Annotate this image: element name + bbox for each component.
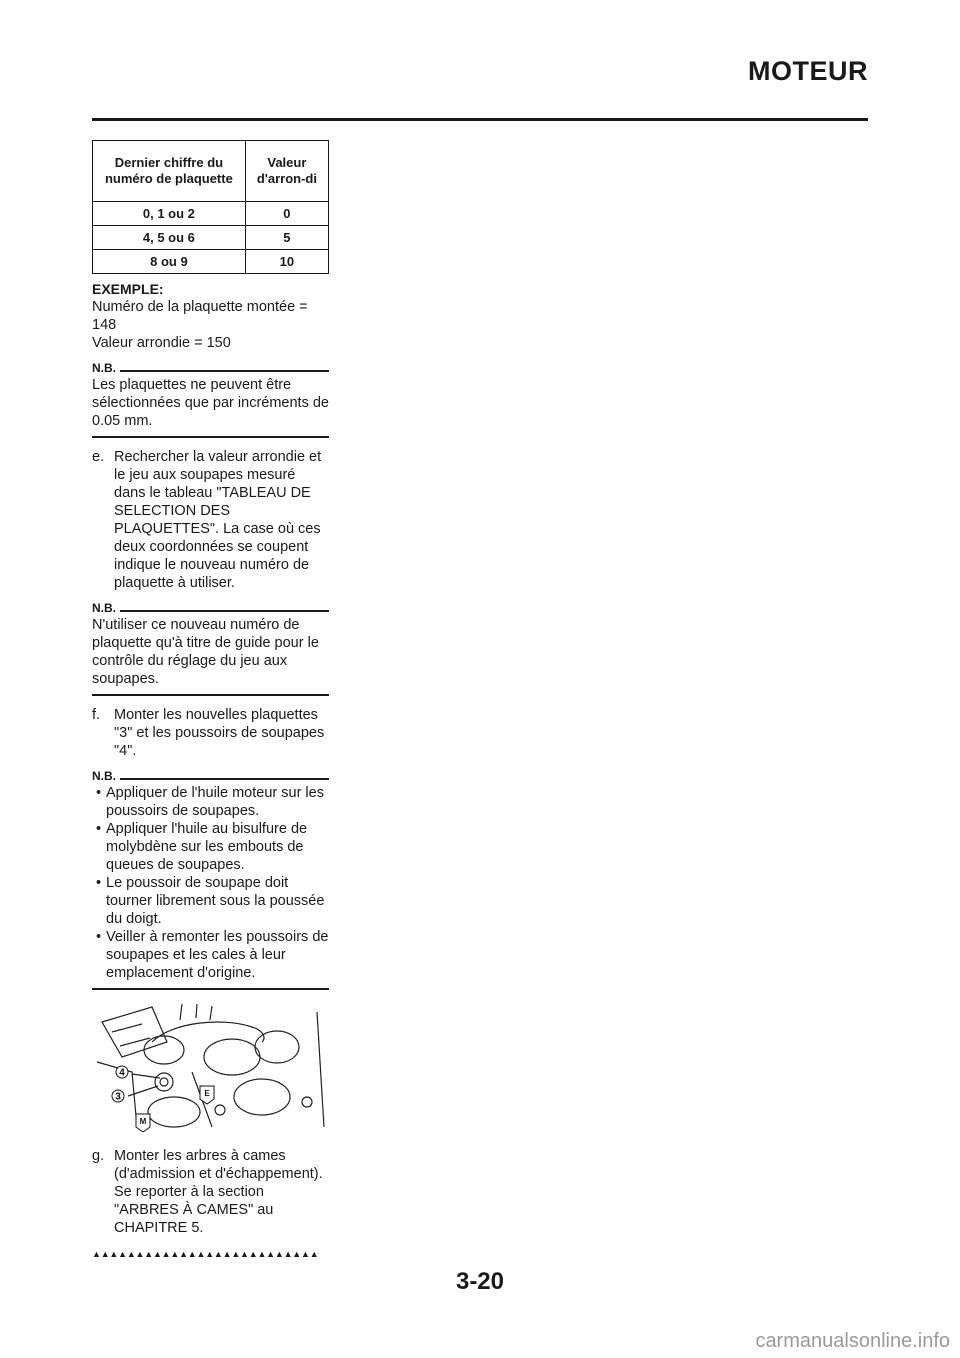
note-bullet-list bbox=[92, 784, 329, 982]
valve-lifter-illustration bbox=[92, 1002, 329, 1132]
note-end-rule bbox=[92, 436, 329, 438]
step-text: Rechercher la valeur arrondie et le jeu aux soupapes mesuré dans le tableau "TABLEAU DE SELECTION DES PLAQUETTES". La case où ces deux coordonnées se coupent indique le nouveau numéro de plaquette à utiliser. bbox=[114, 449, 322, 591]
note-text: N'utiliser ce nouveau numéro de plaquette qu'à titre de guide pour le contrôle du réglage du jeu aux soupapes. bbox=[92, 617, 319, 687]
main-column bbox=[92, 140, 329, 1263]
step-reference: Se reporter à la section "ARBRES À CAMES" au CHAPITRE 5. bbox=[114, 1184, 274, 1236]
example-line: Numéro de la plaquette montée = 148 bbox=[92, 299, 308, 333]
step-e bbox=[92, 448, 329, 592]
table-cell: 0, 1 ou 2 bbox=[93, 202, 246, 226]
note-header bbox=[92, 770, 329, 782]
list-item-text: Veiller à remonter les poussoirs de soupapes et les cales à leur emplacement d'origine. bbox=[106, 929, 329, 981]
step-text: Monter les arbres à cames (d'admission et d'échappement). bbox=[114, 1148, 323, 1182]
table-header-cell: Valeur d'arron-di bbox=[245, 141, 328, 202]
table-cell: 5 bbox=[245, 226, 328, 250]
step-text: Monter les nouvelles plaquettes "3" et les poussoirs de soupapes "4". bbox=[114, 707, 325, 759]
bullet-icon: • bbox=[96, 875, 102, 891]
header-rule bbox=[92, 118, 868, 121]
callout-3-label: 3 bbox=[115, 1091, 121, 1103]
note-header bbox=[92, 362, 329, 374]
table-row bbox=[93, 226, 329, 250]
rounding-table bbox=[92, 140, 329, 274]
bullet-icon: • bbox=[96, 821, 102, 837]
note-end-rule bbox=[92, 694, 329, 696]
list-item bbox=[92, 874, 329, 928]
table-cell: 10 bbox=[245, 250, 328, 274]
list-item-text: Appliquer l'huile au bisulfure de molybdène sur les embouts de queues de soupapes. bbox=[106, 821, 308, 873]
bullet-icon: • bbox=[96, 929, 102, 945]
step-label: g. bbox=[92, 1148, 105, 1164]
callout-4-label: 4 bbox=[119, 1067, 125, 1079]
end-of-section-marks: ▲▲▲▲▲▲▲▲▲▲▲▲▲▲▲▲▲▲▲▲▲▲▲▲▲▲ bbox=[92, 1249, 319, 1259]
table-cell: 4, 5 ou 6 bbox=[93, 226, 246, 250]
table-row bbox=[93, 202, 329, 226]
step-f bbox=[92, 706, 329, 760]
table-header-row bbox=[93, 141, 329, 202]
example-line: Valeur arrondie = 150 bbox=[92, 335, 231, 351]
step-label: e. bbox=[92, 449, 105, 465]
list-item bbox=[92, 928, 329, 982]
step-label: f. bbox=[92, 707, 101, 723]
list-item bbox=[92, 784, 329, 820]
step-g bbox=[92, 1147, 329, 1237]
note-rule bbox=[120, 778, 329, 780]
note-rule bbox=[120, 610, 329, 612]
note-rule bbox=[120, 370, 329, 372]
table-cell: 8 ou 9 bbox=[93, 250, 246, 274]
note-end-rule bbox=[92, 988, 329, 990]
list-item-text: Le poussoir de soupape doit tourner librement sous la poussée du doigt. bbox=[106, 875, 325, 927]
page-header-title: MOTEUR bbox=[748, 56, 868, 86]
table-header-cell: Dernier chiffre du numéro de plaquette bbox=[93, 141, 246, 202]
example-title: EXEMPLE: bbox=[92, 281, 164, 297]
note-label: N.B. bbox=[92, 361, 116, 375]
note-block bbox=[92, 770, 329, 990]
page-number: 3-20 bbox=[455, 1268, 505, 1295]
note-text: Les plaquettes ne peuvent être sélectionnées que par incréments de 0.05 mm. bbox=[92, 377, 329, 429]
watermark: carmanualsonline.info bbox=[755, 1330, 950, 1352]
list-item-text: Appliquer de l'huile moteur sur les poussoirs de soupapes. bbox=[106, 785, 324, 819]
badge-m-label: M bbox=[139, 1117, 147, 1126]
bullet-icon: • bbox=[96, 785, 102, 801]
table-row bbox=[93, 250, 329, 274]
note-label: N.B. bbox=[92, 601, 116, 615]
badge-e-label: E bbox=[204, 1089, 210, 1098]
note-header bbox=[92, 602, 329, 614]
note-label: N.B. bbox=[92, 769, 116, 783]
table-cell: 0 bbox=[245, 202, 328, 226]
note-block bbox=[92, 362, 329, 438]
list-item bbox=[92, 820, 329, 874]
note-block bbox=[92, 602, 329, 696]
